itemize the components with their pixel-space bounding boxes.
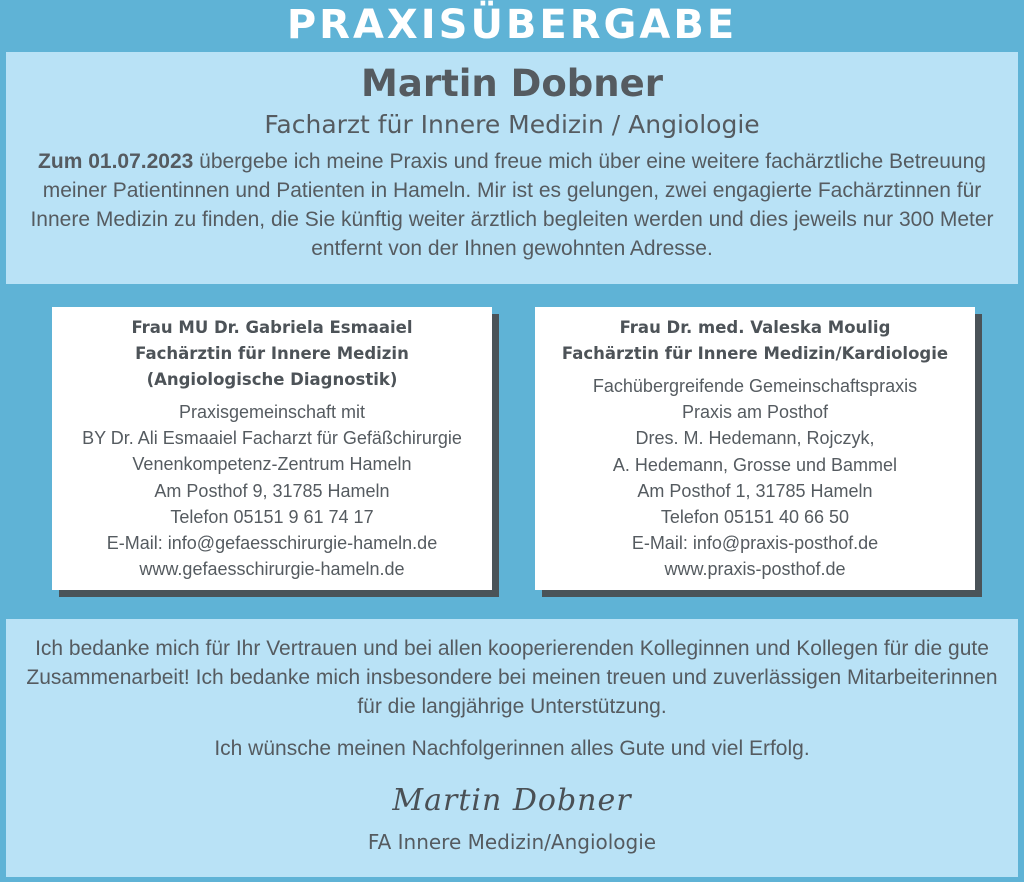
card-phone: Telefon 05151 40 66 50 [660,507,850,528]
thanks-paragraph: Ich bedanke mich für Ihr Vertrauen und bei allen kooperierenden Kolleginnen und Kollegen für die gute Zusammenarbeit! Ich bedanke mich insbesondere bei meinen treuen und zuverlässigen Mitarbeiterinnen für die langjährige Unterstützung. [26,637,998,718]
card-address: Am Posthof 9, 31785 Hameln [154,480,390,501]
card-website: www.praxis-posthof.de [664,559,846,580]
card-heading-line: Fachärztin für Innere Medizin [135,344,409,363]
card-line: Dres. M. Hedemann, Rojczyk, [635,428,875,449]
card-heading-line: Frau MU Dr. Gabriela Esmaaiel [131,318,413,337]
card-email: E-Mail: info@gefaesschirurgie-hameln.de [106,533,438,554]
banner [0,0,1024,50]
intro-date: Zum 01.07.2023 [38,150,194,173]
doctor-name: Martin Dobner [361,62,663,105]
signature-role: FA Innere Medizin/Angiologie [367,830,657,854]
card-line: A. Hedemann, Grosse und Bammel [612,454,898,475]
card-line: Venenkompetenz-Zentrum Hameln [132,454,412,475]
intro-paragraph [30,147,994,263]
closing-panel [6,619,1018,877]
card-website: www.gefaesschirurgie-hameln.de [139,559,405,580]
header-panel [6,52,1018,284]
doctor-subtitle: Facharzt für Innere Medizin / Angiologie [264,110,760,139]
card-line: Praxisgemeinschaft mit [178,402,366,422]
card-line: Fachübergreifende Gemeinschaftspraxis [592,376,918,396]
card-heading [52,315,492,393]
card-heading-line: Frau Dr. med. Valeska Moulig [619,318,891,337]
intro-text: übergebe ich meine Praxis und freue mich über eine weitere fachärztliche Betreuung meiner Patientinnen und Patienten in Hameln. Mir ist es gelungen, zwei engagierte Fachärztinnen für Innere Medizin zu finden, die Sie künftig weiter ärztlich begleiten werden und dies jeweils nur 300 Meter entfernt von der Ihnen gewohnten Adresse. [30,150,994,260]
card-heading [535,315,975,367]
card-email: E-Mail: info@praxis-posthof.de [631,533,879,554]
signature: Martin Dobner [392,783,632,818]
card-phone: Telefon 05151 9 61 74 17 [170,506,374,527]
card-line: Praxis am Posthof [681,402,829,423]
banner-title: PRAXISÜBERGABE [286,2,738,48]
successor-card-moulig [535,307,975,590]
card-line: BY Dr. Ali Esmaaiel Facharzt für Gefäßchirurgie [82,428,462,449]
card-heading-line: (Angiologische Diagnostik) [146,370,398,389]
wish-paragraph: Ich wünsche meinen Nachfolgerinnen alles Gute und viel Erfolg. [214,737,810,760]
card-heading-line: Fachärztin für Innere Medizin/Kardiologie [561,344,949,363]
successor-card-esmaaiel [52,307,492,590]
card-address: Am Posthof 1, 31785 Hameln [637,480,873,501]
